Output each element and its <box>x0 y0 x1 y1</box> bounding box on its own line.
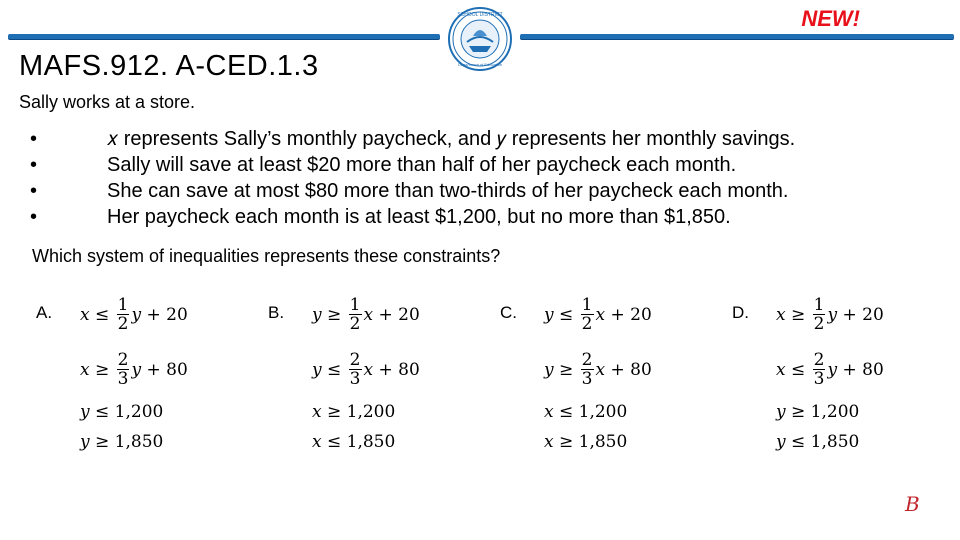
page-title: MAFS.912. A-CED.1.3 <box>19 50 319 82</box>
inequality-1: 𝑥 ≤ $\frac{1}{2}$ 𝑦 + 20 <box>80 295 188 334</box>
inequality-1: 𝑦 ≤ $\frac{1}{2}$ 𝑥 + 20 <box>544 295 652 334</box>
fraction: $\frac{1}{2}$ <box>813 295 825 334</box>
bullet-text: 𝑥 represents Sally’s monthly paycheck, and 𝑦 represents her monthly savings. <box>107 128 796 150</box>
inequality-3: 𝑥 ≤ 1,200 <box>544 402 628 422</box>
fraction: $\frac{2}{3}$ <box>581 350 593 389</box>
choice-c-label[interactable]: C. <box>500 303 517 322</box>
fraction: $\frac{1}{2}$ <box>349 295 361 334</box>
bullet-text: She can save at most $80 more than two-thirds of her paycheck each month. <box>107 180 789 202</box>
question-text: Which system of inequalities represents these constraints? <box>32 246 501 266</box>
bullet-marker: • <box>30 180 38 202</box>
inequality-2: 𝑦 ≤ $\frac{2}{3}$ 𝑥 + 80 <box>312 350 420 389</box>
inequality-3: 𝑥 ≥ 1,200 <box>312 402 396 422</box>
inequality-3: 𝑦 ≥ 1,200 <box>776 402 860 422</box>
seal-ring-text: SCHOOL DISTRICT <box>457 12 503 18</box>
inequality-2: 𝑦 ≥ $\frac{2}{3}$ 𝑥 + 80 <box>544 350 652 389</box>
inequality-4: 𝑦 ≤ 1,850 <box>776 432 860 452</box>
bullet-marker: • <box>30 128 38 150</box>
inequality-2: 𝑥 ≥ $\frac{2}{3}$ 𝑦 + 80 <box>80 350 188 389</box>
fraction: $\frac{2}{3}$ <box>813 350 825 389</box>
bullet-marker: • <box>30 154 38 176</box>
inequality-3: 𝑦 ≤ 1,200 <box>80 402 164 422</box>
inequality-2: 𝑥 ≤ $\frac{2}{3}$ 𝑦 + 80 <box>776 350 884 389</box>
answer-key: 𝐵 <box>905 492 920 516</box>
new-badge: NEW! <box>801 6 860 31</box>
inequality-4: 𝑥 ≤ 1,850 <box>312 432 396 452</box>
choice-d-label[interactable]: D. <box>732 303 749 322</box>
inequality-4: 𝑥 ≥ 1,850 <box>544 432 628 452</box>
fraction: $\frac{2}{3}$ <box>117 350 129 389</box>
choice-a-label[interactable]: A. <box>36 303 53 322</box>
bullet-text: Sally will save at least $20 more than half of her paycheck each month. <box>107 154 737 176</box>
school-district-seal-icon <box>447 6 513 72</box>
inequality-1: 𝑦 ≥ $\frac{1}{2}$ 𝑥 + 20 <box>312 295 420 334</box>
choice-b-label[interactable]: B. <box>268 303 285 322</box>
bullet-text: Her paycheck each month is at least $1,200, but no more than $1,850. <box>107 206 731 228</box>
fraction: $\frac{1}{2}$ <box>581 295 593 334</box>
inequality-1: 𝑥 ≥ $\frac{1}{2}$ 𝑦 + 20 <box>776 295 884 334</box>
intro-text: Sally works at a store. <box>19 92 196 112</box>
seal-inner-text: Department of Education <box>457 62 503 67</box>
fraction: $\frac{1}{2}$ <box>117 295 129 334</box>
bullet-marker: • <box>30 206 38 228</box>
header-rule-right <box>520 34 954 39</box>
inequality-4: 𝑦 ≥ 1,850 <box>80 432 164 452</box>
fraction: $\frac{2}{3}$ <box>349 350 361 389</box>
header-rule-left <box>8 34 440 39</box>
